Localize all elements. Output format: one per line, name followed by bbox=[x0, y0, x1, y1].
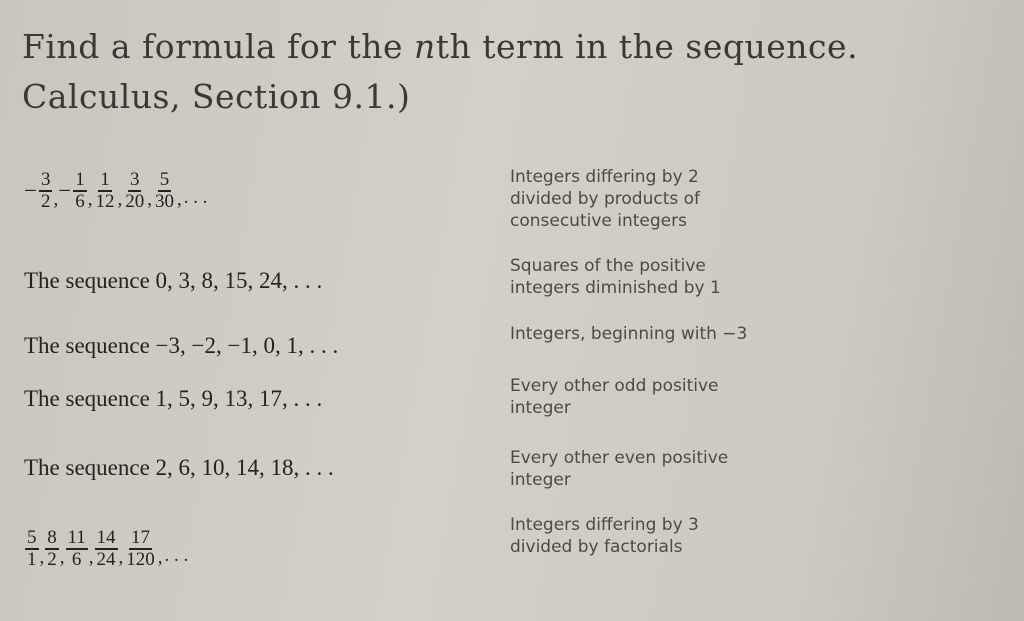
title-line-1 bbox=[22, 22, 858, 72]
sequence-fractions-6 bbox=[24, 528, 188, 570]
description-2 bbox=[510, 255, 721, 299]
sequence-text-5: The sequence 2, 6, 10, 14, 18, . . . bbox=[24, 455, 334, 480]
fraction-separator: , bbox=[157, 547, 163, 568]
title-variable-n: n bbox=[413, 27, 436, 66]
sequence-text-3: The sequence −3, −2, −1, 0, 1, . . . bbox=[24, 333, 339, 358]
ellipsis: . . . bbox=[164, 545, 189, 566]
description-line: integer bbox=[510, 398, 571, 418]
fraction-separator: , bbox=[39, 547, 45, 568]
fraction-separator: , bbox=[176, 189, 182, 210]
fraction bbox=[124, 528, 157, 570]
description-line: Every other even positive bbox=[510, 448, 729, 468]
fraction-separator: , bbox=[59, 547, 65, 568]
fraction-separator: , bbox=[118, 547, 124, 568]
sequence-fractions-1 bbox=[24, 170, 207, 212]
fraction-separator: , bbox=[87, 189, 93, 210]
fraction bbox=[95, 528, 118, 570]
fraction-separator: , bbox=[117, 189, 123, 210]
fraction bbox=[153, 170, 176, 212]
description-3 bbox=[510, 323, 747, 345]
problem-title bbox=[22, 22, 858, 122]
fraction-numerator: 14 bbox=[96, 527, 116, 548]
description-line: Integers differing by 3 bbox=[510, 515, 699, 535]
fraction bbox=[123, 170, 146, 212]
ellipsis: . . . bbox=[183, 187, 208, 208]
fraction-numerator: 17 bbox=[131, 527, 151, 548]
fraction-separator: , bbox=[88, 547, 94, 568]
description-line: Squares of the positive bbox=[510, 256, 706, 276]
fraction bbox=[45, 528, 59, 570]
description-1 bbox=[510, 166, 700, 232]
fraction-numerator: 1 bbox=[75, 169, 85, 190]
sequence-text-4: The sequence 1, 5, 9, 13, 17, . . . bbox=[24, 386, 323, 411]
fraction-denominator: 2 bbox=[40, 191, 51, 212]
title-text-part: th term in the sequence. bbox=[435, 27, 859, 66]
fraction-numerator: 5 bbox=[27, 527, 37, 548]
fraction-numerator: 11 bbox=[67, 527, 86, 548]
fraction-denominator: 20 bbox=[125, 191, 145, 212]
fraction bbox=[39, 170, 53, 212]
fraction-denominator: 6 bbox=[71, 549, 82, 570]
fraction-denominator: 2 bbox=[47, 549, 57, 570]
fraction-numerator: 3 bbox=[129, 169, 140, 190]
description-line: Integers differing by 2 bbox=[510, 167, 699, 187]
fraction-numerator: 8 bbox=[47, 527, 57, 548]
description-line: divided by products of bbox=[510, 189, 701, 209]
title-line-2: Calculus, Section 9.1.) bbox=[22, 77, 411, 116]
fraction-separator: , bbox=[147, 189, 152, 210]
fraction-sign: − bbox=[24, 178, 37, 203]
description-line: integers diminished by 1 bbox=[510, 278, 721, 298]
fraction-numerator: 5 bbox=[159, 169, 170, 190]
fraction-numerator: 3 bbox=[40, 169, 51, 190]
description-5 bbox=[510, 447, 728, 491]
fraction-denominator: 24 bbox=[96, 549, 116, 570]
fraction-sign: − bbox=[58, 178, 72, 203]
fraction-denominator: 30 bbox=[154, 191, 174, 212]
fraction bbox=[73, 170, 87, 212]
fraction bbox=[25, 528, 39, 570]
fraction bbox=[66, 528, 88, 570]
sequence-text-2: The sequence 0, 3, 8, 15, 24, . . . bbox=[24, 268, 323, 293]
fraction-denominator: 12 bbox=[95, 191, 115, 212]
description-line: consecutive integers bbox=[510, 211, 687, 231]
description-line: integer bbox=[510, 470, 571, 490]
description-line: divided by factorials bbox=[510, 537, 683, 557]
description-line: Every other odd positive bbox=[510, 376, 719, 396]
description-4 bbox=[510, 375, 718, 419]
fraction bbox=[93, 170, 116, 212]
fraction-denominator: 1 bbox=[27, 549, 37, 570]
description-line: Integers, beginning with −3 bbox=[510, 324, 748, 344]
title-text-part: Find a formula for the bbox=[22, 27, 414, 66]
fraction-numerator: 1 bbox=[100, 169, 110, 190]
fraction-denominator: 120 bbox=[126, 549, 155, 570]
description-6 bbox=[510, 514, 699, 558]
fraction-denominator: 6 bbox=[75, 191, 85, 212]
fraction-separator: , bbox=[53, 189, 59, 210]
